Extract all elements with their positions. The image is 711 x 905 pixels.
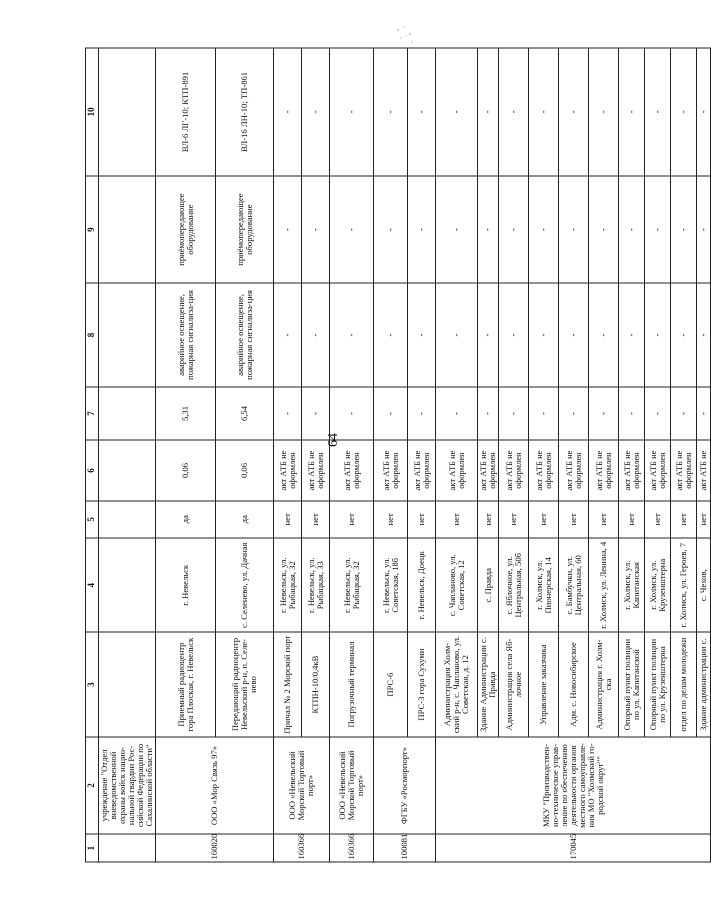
cell-value-10: - (589, 48, 619, 176)
cell-value-7: - (302, 387, 330, 441)
cell-object: Управление заказчика (529, 632, 559, 736)
cell-value-9: - (478, 176, 499, 283)
cell-value-8: - (645, 283, 671, 386)
cell-code: 160020 (156, 834, 274, 862)
cell-flag: нет (697, 501, 711, 538)
cell-value-7: - (274, 387, 302, 441)
cell-address: с. Чехов, (697, 538, 711, 632)
cell-value-10: ВЛ-16 ЛН-10; ТП-861 (216, 48, 274, 176)
cell-flag: нет (645, 501, 671, 538)
cell-flag: нет (408, 501, 436, 538)
cell-value-9: - (274, 176, 302, 283)
cell-code: 100081 (374, 834, 436, 862)
cell-value-7: - (645, 387, 671, 441)
cell-flag: нет (499, 501, 529, 538)
cell-address: с. Бамбучки, ул. Центральная, 60 (559, 538, 589, 632)
cell-code: 160366 (274, 834, 330, 862)
header-cell-3: 3 (86, 632, 99, 736)
header-cell-10: 10 (86, 48, 99, 176)
cell-value-7: - (478, 387, 499, 441)
cell-value-6: акт АТБ не оформлен (478, 440, 499, 500)
header-row (86, 48, 99, 862)
cell-value-6: акт АТБ не оформлен (374, 440, 408, 500)
cell-value-7: - (499, 387, 529, 441)
cell-value-6: акт АТБ не оформлен (274, 440, 302, 500)
cell-address (99, 538, 156, 632)
cell-object: КТПН-10/0,4кВ (302, 632, 330, 736)
cell-value-9: - (302, 176, 330, 283)
cell-flag (99, 501, 156, 538)
cell-value-7: - (671, 387, 697, 441)
header-cell-8: 8 (86, 283, 99, 386)
cell-value-7: - (559, 387, 589, 441)
cell-value-10: - (330, 48, 374, 176)
header-cell-2: 2 (86, 737, 99, 835)
cell-object: Адм. с. Новосибирское (559, 632, 589, 736)
cell-address: с. Яблочное, ул. Центральная, 50б (499, 538, 529, 632)
cell-value-6: акт АТБ не оформлен (436, 440, 478, 500)
cell-value-10: - (559, 48, 589, 176)
cell-address: г. Невельск, ул. Рыбацкая, 33 (302, 538, 330, 632)
cell-address: г. Невельск, ул. Рыбацкая, 32 (330, 538, 374, 632)
header-cell-1: 1 (86, 834, 99, 862)
cell-organization: ООО «Невельский Морской Торговый порт» (330, 737, 374, 835)
cell-object: ПРС-3 гора Сухуми (408, 632, 436, 736)
cell-value-8: аварийное освещение, пожарная сигнализа-ция (156, 283, 216, 386)
cell-object: Администрация г. Холм-ска (589, 632, 619, 736)
cell-object: Приемный радиоцентр гора Плоская, г. Невельск (156, 632, 216, 736)
cell-address: г. Невельск, ул. Рыбацкая, 32 (274, 538, 302, 632)
cell-code (99, 834, 156, 862)
cell-value-9: - (499, 176, 529, 283)
cell-value-8: - (302, 283, 330, 386)
header-cell-4: 4 (86, 538, 99, 632)
table-row (99, 48, 156, 862)
scan-speckle-icon (392, 22, 418, 48)
cell-value-7: - (697, 387, 711, 441)
page-number: 64 (326, 433, 341, 447)
cell-value-6: акт АТБ не оформлен (645, 440, 671, 500)
cell-flag: нет (529, 501, 559, 538)
table-row (156, 48, 216, 862)
cell-value-10: - (499, 48, 529, 176)
cell-value-8: аварийное освещение, пожарная сигнализа-ция (216, 283, 274, 386)
cell-flag: нет (274, 501, 302, 538)
cell-value-8: - (274, 283, 302, 386)
cell-organization: ФГБУ «Росморпорт» (374, 737, 436, 835)
cell-address: г. Холмск, ул. Героев, 7 (671, 538, 697, 632)
cell-value-7 (99, 387, 156, 441)
cell-organization: ООО «Невельский Морской Торговый порт» (274, 737, 330, 835)
cell-value-10: - (478, 48, 499, 176)
cell-value-6: акт АТБ не оформлен (589, 440, 619, 500)
cell-value-9: - (529, 176, 559, 283)
cell-value-9: приёмопередающее оборудование (216, 176, 274, 283)
cell-code: 170045 (436, 834, 711, 862)
cell-value-9: - (559, 176, 589, 283)
cell-value-6: акт АТБ не оформлен (559, 440, 589, 500)
cell-object: Опорный пункт полиции по ул. Крузенштерна (645, 632, 671, 736)
cell-object: Погрузочный терминал (330, 632, 374, 736)
cell-value-6: акт АТБ не оформлен (408, 440, 436, 500)
cell-flag: нет (436, 501, 478, 538)
cell-value-9: - (619, 176, 645, 283)
cell-flag: нет (559, 501, 589, 538)
cell-address: г. Невельск, ул. Советская, 18б (374, 538, 408, 632)
cell-address: г. Невельск, Доецк (408, 538, 436, 632)
cell-flag: нет (478, 501, 499, 538)
cell-address: г. Холмск, ул. Пионерская, 14 (529, 538, 559, 632)
cell-value-9: - (671, 176, 697, 283)
cell-value-7: - (529, 387, 559, 441)
cell-address: с. Правда (478, 538, 499, 632)
cell-object: Опорный пункт полиции по ул. Капитанской (619, 632, 645, 736)
rotated-table-container (85, 48, 709, 863)
cell-value-9: - (589, 176, 619, 283)
cell-value-8: - (559, 283, 589, 386)
cell-value-6: акт АТБ не оформлен (499, 440, 529, 500)
cell-value-10: - (645, 48, 671, 176)
cell-value-9: - (374, 176, 408, 283)
header-cell-5: 5 (86, 501, 99, 538)
cell-value-7: - (408, 387, 436, 441)
cell-value-8: - (408, 283, 436, 386)
cell-value-8: - (478, 283, 499, 386)
table-row (374, 48, 408, 862)
cell-value-10: - (374, 48, 408, 176)
cell-value-7: 5,31 (156, 387, 216, 441)
cell-value-6: акт АТБ не оформлен (529, 440, 559, 500)
facilities-table (85, 48, 711, 863)
cell-value-6: 0,06 (156, 440, 216, 500)
cell-value-10: - (302, 48, 330, 176)
cell-flag: да (156, 501, 216, 538)
cell-value-9: - (408, 176, 436, 283)
cell-value-6 (99, 440, 156, 500)
cell-value-10: ВЛ-6 ЛГ-10; КТП-891 (156, 48, 216, 176)
cell-value-10: - (408, 48, 436, 176)
cell-value-7: - (436, 387, 478, 441)
cell-object: Причал № 2 Морской порт (274, 632, 302, 736)
cell-value-7: 6,54 (216, 387, 274, 441)
cell-flag: нет (330, 501, 374, 538)
cell-value-6: акт АТБ не оформлен (671, 440, 697, 500)
cell-value-8: - (697, 283, 711, 386)
cell-address: г. Холмск, ул. Ленина, 4 (589, 538, 619, 632)
cell-value-9: приёмопередающее оборудование (156, 176, 216, 283)
cell-value-8: - (671, 283, 697, 386)
cell-value-8: - (619, 283, 645, 386)
cell-flag: нет (374, 501, 408, 538)
cell-flag: нет (589, 501, 619, 538)
cell-value-8: - (330, 283, 374, 386)
cell-flag: нет (671, 501, 697, 538)
cell-value-10: - (671, 48, 697, 176)
cell-value-6: акт АТБ не оформлен (330, 440, 374, 500)
cell-value-9: - (330, 176, 374, 283)
cell-value-9: - (436, 176, 478, 283)
cell-object: Администрация Холм-ский р-н, с. Чапланово, ул. Советская, д. 12 (436, 632, 478, 736)
cell-value-10: - (436, 48, 478, 176)
cell-value-10: - (274, 48, 302, 176)
header-cell-6: 6 (86, 440, 99, 500)
cell-flag: нет (619, 501, 645, 538)
cell-value-8: - (374, 283, 408, 386)
cell-object: Здание администрации с. (697, 632, 711, 736)
cell-organization: учреждение "Отдел вневедомственной охраны войск нацио-нальной гвардии Рос-сийской Федерации по Сахалинской области" (99, 737, 156, 835)
cell-value-9 (99, 176, 156, 283)
cell-value-9: - (697, 176, 711, 283)
cell-value-6: 0,06 (216, 440, 274, 500)
cell-value-10 (99, 48, 156, 176)
cell-object: ПРС-6 (374, 632, 408, 736)
cell-value-6: акт АТБ не оформлен (302, 440, 330, 500)
cell-address: с. Селенево, ул. Дачная (216, 538, 274, 632)
cell-value-7: - (330, 387, 374, 441)
header-cell-7: 7 (86, 387, 99, 441)
cell-organization: МКУ "Производствен-но-техническое управ-ление по обеспечению деятельности органов местного самоуправле-ния МО "Холмский го-родской округ"" (436, 737, 711, 835)
cell-value-7: - (374, 387, 408, 441)
cell-value-8: - (529, 283, 559, 386)
cell-value-6: акт АТБ не оформлен (619, 440, 645, 500)
header-cell-9: 9 (86, 176, 99, 283)
cell-address: г. Невельск (156, 538, 216, 632)
cell-value-8: - (436, 283, 478, 386)
cell-value-9: - (645, 176, 671, 283)
cell-value-6: акт АТБ не (697, 440, 711, 500)
cell-address: г. Холмск, ул. Капитанская (619, 538, 645, 632)
cell-address: г. Холмск, ул. Крузенштерна (645, 538, 671, 632)
cell-organization: ООО «Мор Связь 97» (156, 737, 274, 835)
cell-object: Администрация села Яб-лочное (499, 632, 529, 736)
cell-flag: да (216, 501, 274, 538)
cell-value-7: - (619, 387, 645, 441)
cell-code: 160366 (330, 834, 374, 862)
cell-object: Передающий радиоцентр Невельский р-н, п. Селе-нево (216, 632, 274, 736)
cell-object: отдел по делам молодежи (671, 632, 697, 736)
cell-address: с. Чапланово, ул. Советская, 12 (436, 538, 478, 632)
cell-value-7: - (589, 387, 619, 441)
cell-value-10: - (697, 48, 711, 176)
cell-object: Здание Администрации с. Правда (478, 632, 499, 736)
cell-value-10: - (619, 48, 645, 176)
table-row (330, 48, 374, 862)
table-row (274, 48, 302, 862)
cell-object (99, 632, 156, 736)
cell-value-10: - (529, 48, 559, 176)
cell-value-8: - (589, 283, 619, 386)
cell-value-8: - (499, 283, 529, 386)
cell-value-8 (99, 283, 156, 386)
cell-flag: нет (302, 501, 330, 538)
table-row (436, 48, 478, 862)
